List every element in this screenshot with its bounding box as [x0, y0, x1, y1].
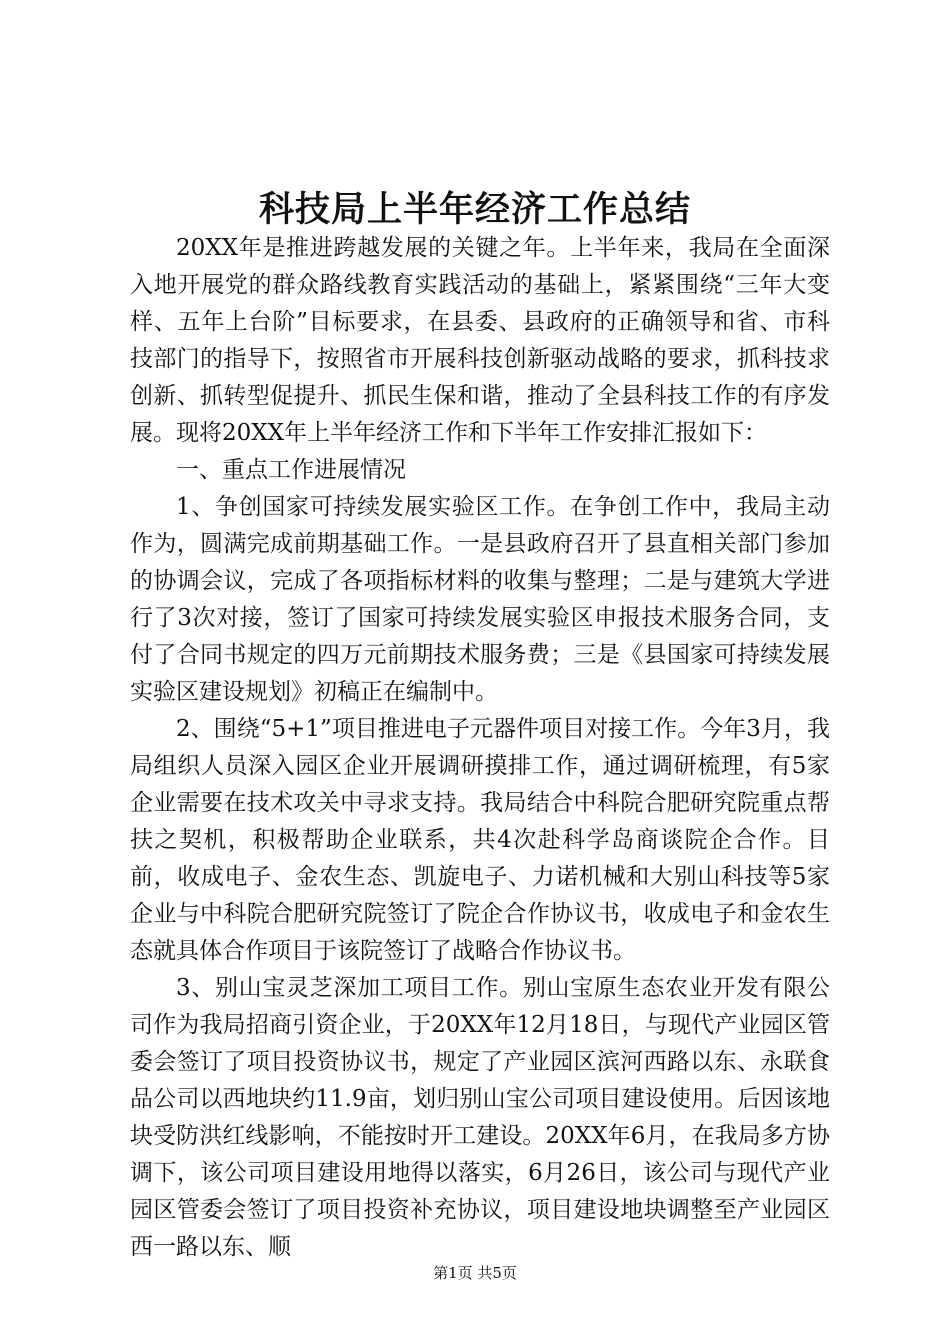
document-body: [130, 230, 830, 1266]
document-title: 科技局上半年经济工作总结: [258, 189, 691, 230]
paragraph-item-2: 2、围绕“5+1”项目推进电子元器件项目对接工作。今年3月，我局组织人员深入园区企业开展调研摸排工作，通过调研梳理，有5家企业需要在技术攻关中寻求支持。我局结合中科院合肥研究院重点帮扶之契机，积极帮助企业联系，共4次赴科学岛商谈院企合作。目前，收成电子、金农生态、凯旋电子、力诺机械和大别山科技等5家企业与中科院合肥研究院签订了院企合作协议书，收成电子和金农生态就具体合作项目于该院签订了战略合作协议书。: [130, 716, 830, 964]
paragraph-item-1: 1、争创国家可持续发展实验区工作。在争创工作中，我局主动作为，圆满完成前期基础工作。一是县政府召开了县直相关部门参加的协调会议，完成了各项指标材料的收集与整理；二是与建筑大学进行了3次对接，签订了国家可持续发展实验区申报技术服务合同，支付了合同书规定的四万元前期技术服务费；三是《县国家可持续发展实验区建设规划》初稿正在编制中。: [130, 494, 830, 705]
section-heading: 一、重点工作进展情况: [176, 457, 406, 483]
intro-paragraph: 20XX年是推进跨越发展的关键之年。上半年来，我局在全面深入地开展党的群众路线教育实践活动的基础上，紧紧围绕“三年大变样、五年上台阶”目标要求，在县委、县政府的正确领导和省、市科技部门的指导下，按照省市开展科技创新驱动战略的要求，抓科技求创新、抓转型促提升、抓民生保和谐，推动了全县科技工作的有序发展。现将20XX年上半年经济工作和下半年工作安排汇报如下：: [130, 235, 830, 446]
page-number-footer: 第1页 共5页: [433, 1264, 517, 1282]
paragraph-item-3: 3、别山宝灵芝深加工项目工作。别山宝原生态农业开发有限公司作为我局招商引资企业，于20XX年12月18日，与现代产业园区管委会签订了项目投资协议书，规定了产业园区滨河西路以东、永联食品公司以西地块约11.9亩，划归别山宝公司项目建设使用。后因该地块受防洪红线影响，不能按时开工建设。20XX年6月，在我局多方协调下，该公司项目建设用地得以落实，6月26日，该公司与现代产业园区管委会签订了项目投资补充协议，项目建设地块调整至产业园区西一路以东、顺: [130, 975, 830, 1260]
